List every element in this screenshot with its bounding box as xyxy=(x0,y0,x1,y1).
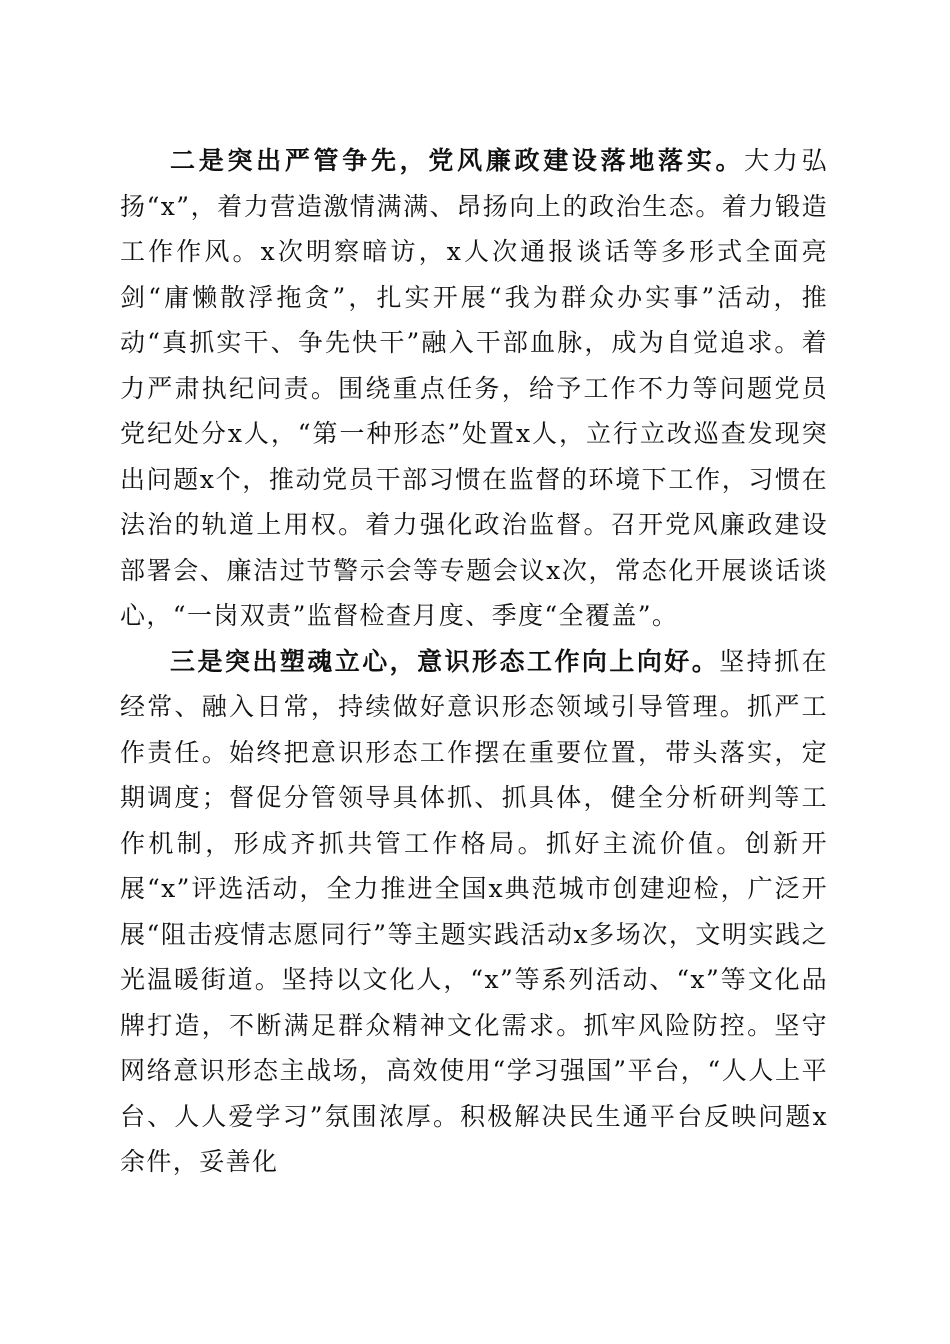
paragraph-ideology xyxy=(120,639,828,1185)
paragraph-text: 坚持抓在经常、融入日常，持续做好意识形态领域引导管理。抓严工作责任。始终把意识形态工作摆在重要位置，带头落实，定期调度；督促分管领导具体抓、抓具体，健全分析研判等工作机制，形成齐抓共管工作格局。抓好主流价值。创新开展“x”评选活动，全力推进全国x典范城市创建迎检，广泛开展“阻击疫情志愿同行”等主题实践活动x多场次，文明实践之光温暖街道。坚持以文化人，“x”等系列活动、“x”等文化品牌打造，不断满足群众精神文化需求。抓牢风险防控。坚守网络意识形态主战场，高效使用“学习强国”平台，“人人上平台、人人爱学习”氛围浓厚。积极解决民生通平台反映问题x余件，妥善化 xyxy=(120,646,828,1176)
paragraph-lead: 二是突出严管争先，党风廉政建设落地落实。 xyxy=(170,146,745,175)
paragraph-discipline xyxy=(120,138,828,639)
paragraph-lead: 三是突出塑魂立心，意识形态工作向上向好。 xyxy=(170,646,720,676)
document-body xyxy=(120,138,828,1185)
paragraph-text: 大力弘扬“x”，着力营造激情满满、昂扬向上的政治生态。着力锻造工作作风。x次明察暗访，x人次通报谈话等多形式全面亮剑“庸懒散浮拖贪”，扎实开展“我为群众办实事”活动，推动“真抓实干、争先快干”融入干部血脉，成为自觉追求。着力严肃执纪问责。围绕重点任务，给予工作不力等问题党员党纪处分x人，“第一种形态”处置x人，立行立改巡查发现突出问题x个，推动党员干部习惯在监督的环境下工作，习惯在法治的轨道上用权。着力强化政治监督。召开党风廉政建设部署会、廉洁过节警示会等专题会议x次，常态化开展谈话谈心，“一岗双责”监督检查月度、季度“全覆盖”。 xyxy=(120,146,828,630)
